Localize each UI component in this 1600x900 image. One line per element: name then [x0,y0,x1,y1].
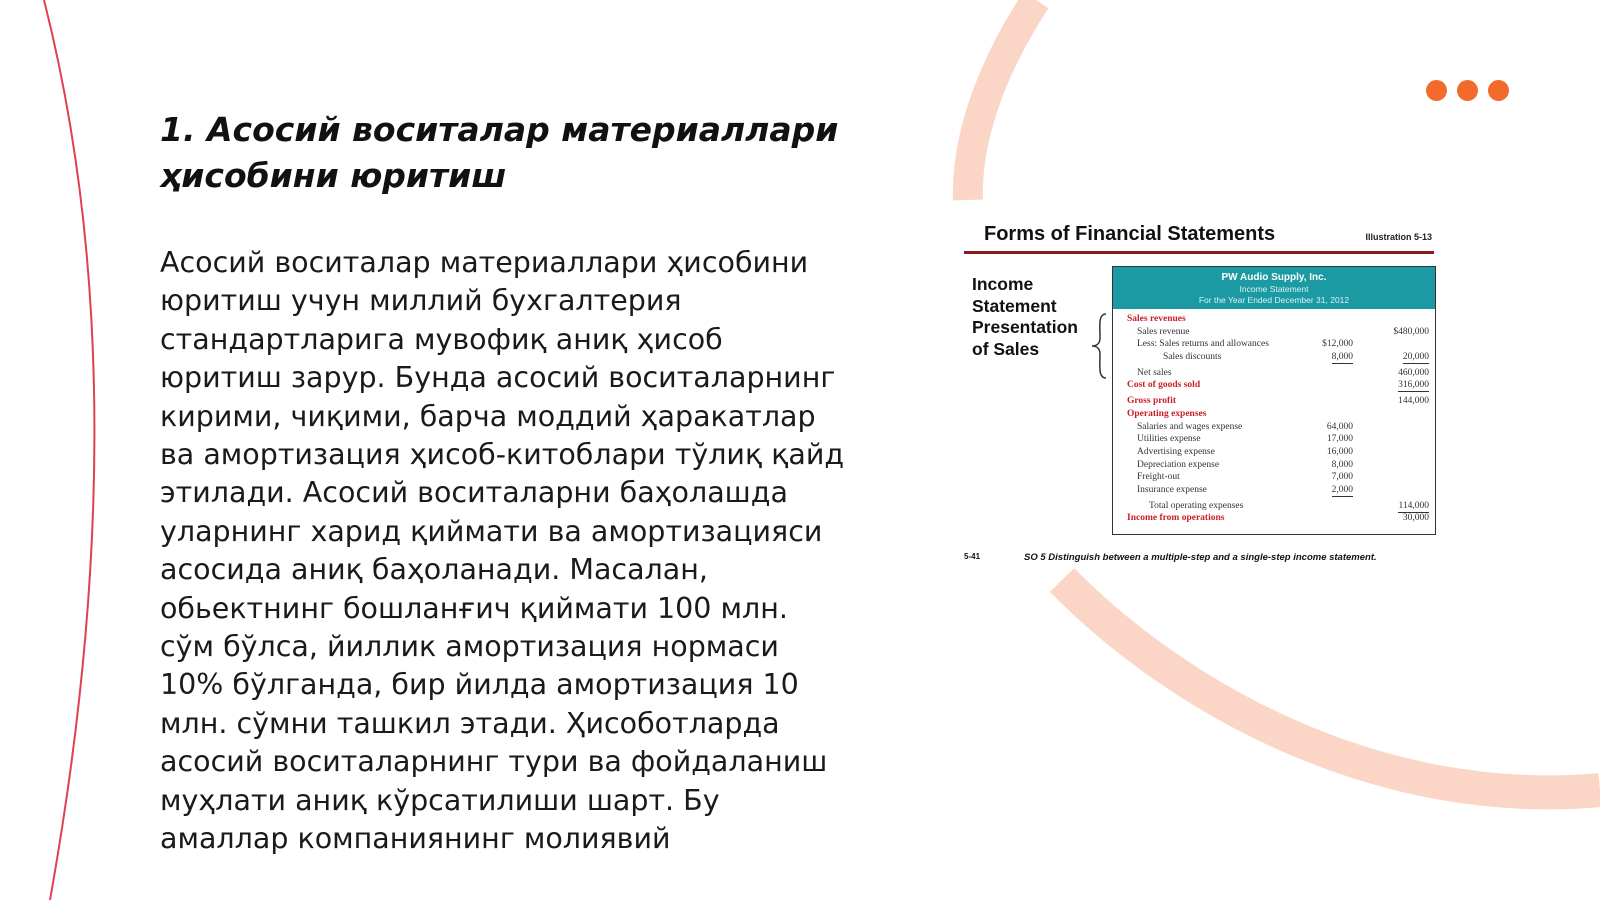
top-peach-arc [968,0,1036,200]
amount-cell [1369,367,1429,380]
row-label: Sales revenue [1137,326,1190,337]
statement-rows [1113,309,1435,525]
row-label: Net sales [1137,367,1172,378]
statement-row [1113,446,1435,459]
row-amount-inner: 17,000 [1326,434,1353,445]
statement-row [1113,500,1435,513]
amount-cell [1293,484,1353,497]
illustration-title: Forms of Financial Statements [984,223,1276,245]
row-label: Freight-out [1137,472,1180,483]
statement-row [1113,471,1435,484]
statement-header [1113,267,1435,309]
slide-body-text: Асосий воситалар материаллари ҳисобини юритиш учун миллий бухгалтерия стандартларига мувофиқ аниқ ҳисоб юритиш зарур. Бунда асосий воситаларнинг кирими, чиқими, барча моддий ҳаракатлар ва амортизация ҳисоб-китоблари тўлиқ қайд этилади. Асосий воситаларни баҳолашда уларнинг харид қиймати ва амортизацияси асосида аниқ баҳоланади. Масалан, обьектнинг бошланғич қиймати 100 млн. сўм бўлса, йиллик амортизация нормаси 10% бўлганда, бир йилда амортизация 10 млн. сўмни ташкил этади. Ҳисоботларда асосий воситаларнинг тури ва фойдаланиш муҳлати аниқ кўрсатилиши шарт. Бу амаллар компаниянинг молиявий [160,246,845,856]
dot-2 [1457,80,1478,101]
amount-cell [1293,471,1353,484]
amount-cell [1369,512,1429,525]
income-statement-table [1112,266,1436,535]
statement-row [1113,326,1435,339]
row-amount-total: 460,000 [1398,367,1429,378]
row-label: Advertising expense [1137,446,1215,457]
row-amount-total: 20,000 [1402,352,1429,363]
statement-row [1113,395,1435,408]
row-label: Insurance expense [1137,484,1207,495]
statement-row [1113,433,1435,446]
amount-cell [1293,338,1353,351]
amount-cell [1293,459,1353,472]
row-label: Gross profit [1127,396,1176,407]
illustration-header [964,218,1434,254]
row-amount-inner: $12,000 [1322,339,1353,350]
slide-title: 1. Асосий воситалар материаллари ҳисобини юритиш [160,110,839,195]
amount-cell [1369,351,1429,364]
statement-row [1113,379,1435,392]
row-amount-inner: 64,000 [1326,421,1353,432]
row-label: Salaries and wages expense [1137,421,1243,432]
statement-row [1113,338,1435,351]
statement-row [1113,421,1435,434]
row-amount-inner: 2,000 [1331,484,1353,495]
dot-3 [1488,80,1509,101]
row-label: Depreciation expense [1137,459,1220,470]
row-label: Less: Sales returns and allowances [1137,339,1269,350]
row-amount-total: 114,000 [1398,500,1429,511]
statement-row [1113,512,1435,525]
curly-brace-icon [1090,312,1110,380]
statement-row [1113,459,1435,472]
amount-cell [1293,433,1353,446]
amount-cell [1369,395,1429,408]
footer-page-number: 5-41 [964,552,981,561]
statement-name: Income Statement [1239,284,1309,294]
left-red-curve [44,0,94,900]
row-label: Operating expenses [1127,408,1207,419]
footer-note: SO 5 Distinguish between a multiple-step and a single-step income statement. [1024,552,1377,563]
row-label: Sales discounts [1163,352,1222,363]
row-label: Income from operations [1127,513,1225,524]
row-amount-total: 30,000 [1402,513,1429,524]
statement-period: For the Year Ended December 31, 2012 [1198,294,1350,305]
side-label: Income Statement Presentation of Sales [972,274,1078,359]
amount-cell [1369,500,1429,513]
amount-cell [1293,446,1353,459]
bottom-peach-arc [1062,580,1600,792]
dot-1 [1426,80,1447,101]
row-amount-inner: 16,000 [1326,446,1353,457]
row-amount-inner: 8,000 [1331,459,1353,470]
statement-row [1113,313,1435,326]
row-amount-inner: 7,000 [1331,472,1353,483]
amount-cell [1293,351,1353,364]
statement-row [1113,484,1435,497]
illustration-number: Illustration 5-13 [1365,232,1432,242]
row-label: Sales revenues [1127,314,1186,324]
statement-row [1113,408,1435,421]
row-label: Total operating expenses [1149,500,1244,511]
row-amount-total: 316,000 [1398,380,1429,391]
statement-row [1113,351,1435,364]
row-label: Cost of goods sold [1127,380,1201,391]
company-name: PW Audio Supply, Inc. [1221,272,1327,283]
row-amount-total: 144,000 [1398,396,1429,407]
financial-statement-illustration [964,218,1450,568]
row-amount-total: $480,000 [1393,326,1429,337]
statement-row [1113,367,1435,380]
decorative-dots [1426,80,1514,102]
amount-cell [1369,326,1429,339]
row-label: Utilities expense [1137,434,1201,445]
amount-cell [1369,379,1429,392]
row-amount-inner: 8,000 [1331,352,1353,363]
amount-cell [1293,421,1353,434]
